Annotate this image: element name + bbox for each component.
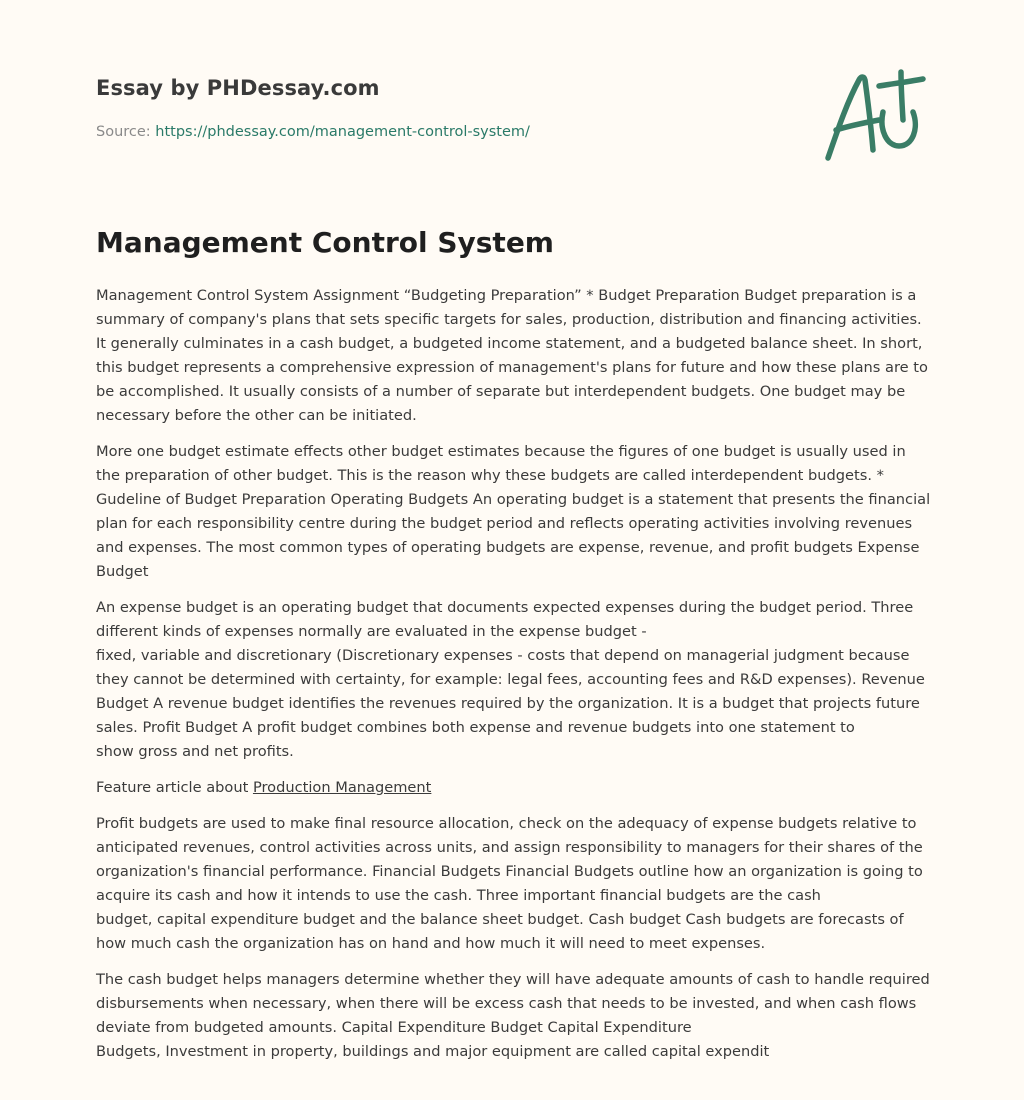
essay-page <box>96 0 932 1060</box>
paragraph: The cash budget helps managers determine whether they will have adequate amounts of cash to handle required disbursements when necessary, when there will be excess cash that needs to be invested, and when cash flows deviate from budgeted amounts. Capital Expenditure Budget Capital Expenditure <box>96 971 930 1036</box>
paragraph: An expense budget is an operating budget that documents expected expenses during the budget period. Three different kinds of expenses normally are evaluated in the expense budget - <box>96 599 914 640</box>
feature-article-line <box>96 776 932 800</box>
essay-body <box>96 284 932 1076</box>
paragraph: Profit budgets are used to make final resource allocation, check on the adequacy of expense budgets relative to anticipated revenues, control activities across units, and assign responsibility to managers for their shares of the organization's financial performance. Financial Budgets Financial Budgets outline how an organization is going to acquire its cash and how it intends to use the cash. Three important financial budgets are the cash <box>96 815 923 904</box>
a-plus-logo-icon <box>823 66 927 166</box>
essay-title: Management Control System <box>96 226 554 259</box>
feature-article-link[interactable]: Production Management <box>252 779 432 796</box>
paragraph: fixed, variable and discretionary (Discretionary expenses - costs that depend on managerial judgment because they cannot be determined with certainty, for example: legal fees, accounting fees and R&D expenses). Revenue Budget A revenue budget identifies the revenues required by the organization. It is a budget that projects future sales. Profit Budget A profit budget combines both expense and revenue budgets into one statement to <box>96 647 925 736</box>
header <box>96 0 932 200</box>
paragraph: show gross and net profits. <box>96 743 294 760</box>
paragraph: Budgets, Investment in property, buildings and major equipment are called capital expendit <box>96 1043 770 1060</box>
paragraph: More one budget estimate effects other budget estimates because the figures of one budget is usually used in the preparation of other budget. This is the reason why these budgets are called interdependent budgets. * Gudeline of Budget Preparation Operating Budgets An operating budget is a statement that presents the financial plan for each responsibility centre during the budget period and reflects operating activities involving revenues and expenses. The most common types of operating budgets are expense, revenue, and profit budgets Expense Budget <box>96 443 931 580</box>
brand-title: Essay by PHDessay.com <box>96 76 380 100</box>
feature-prefix: Feature article about <box>96 779 253 796</box>
source-line <box>96 124 530 140</box>
paragraph: Management Control System Assignment “Budgeting Preparation” * Budget Preparation Budget preparation is a summary of company's plans that sets specific targets for sales, production, distribution and financing activities. It generally culminates in a cash budget, a budgeted income statement, and a budgeted balance sheet. In short, this budget represents a comprehensive expression of management's plans for future and how these plans are to be accomplished. It usually consists of a number of separate but interdependent budgets. One budget may be necessary before the other can be initiated. <box>96 287 928 424</box>
paragraph: budget, capital expenditure budget and the balance sheet budget. Cash budget Cash budgets are forecasts of how much cash the organization has on hand and how much it will need to meet expenses. <box>96 911 904 952</box>
source-label: Source: <box>96 124 156 140</box>
source-link[interactable]: https://phdessay.com/management-control-system/ <box>155 124 530 140</box>
